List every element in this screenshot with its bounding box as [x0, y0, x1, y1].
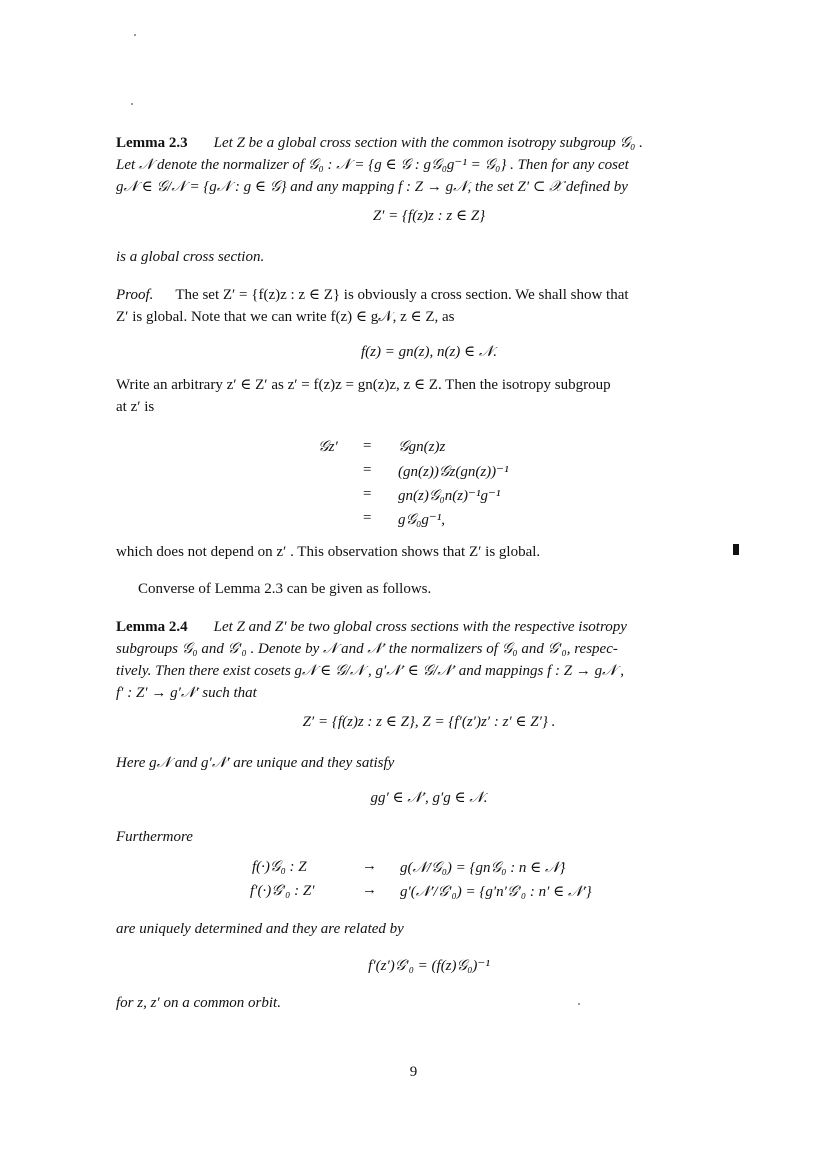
map-row-1-arrow: → — [362, 858, 377, 874]
proof-block — [116, 284, 742, 328]
scan-speck — [578, 1003, 580, 1005]
lemma-2-3-label: Lemma 2.3 — [116, 135, 188, 151]
proof-line-3: Write an arbitrary z′ ∈ Z′ as z′ = f(z)z = gn(z)z, z ∈ Z. Then the isotropy subgroup — [116, 377, 611, 393]
align-rel-3: = — [362, 486, 373, 502]
proof-label: Proof. — [116, 287, 154, 303]
map-row-2-arrow: → — [362, 882, 377, 898]
lemma-2-4-display-1: Z′ = {f(z)z : z ∈ Z}, Z = {f′(z′)z′ : z′ ∈ Z′} . — [302, 714, 556, 730]
proof-line-2: Z′ is global. Note that we can write f(z) ∈ g𝒩, z ∈ Z, as — [116, 309, 455, 325]
lemma-2-3-line-1: Let Z be a global cross section with the common isotropy subgroup 𝒢₀ . — [213, 135, 643, 151]
lemma-2-3-display: Z′ = {f(z)z : z ∈ Z} — [372, 208, 486, 224]
converse-sentence: Converse of Lemma 2.3 can be given as follows. — [138, 581, 432, 597]
scan-speck — [131, 103, 133, 105]
lemma-2-4-here: Here g𝒩 and g′𝒩′ are unique and they satisfy — [116, 755, 395, 771]
map-row-2-rhs: g′(𝒩′/𝒢′₀) = {g′n′𝒢′₀ : n′ ∈ 𝒩′} — [400, 884, 592, 900]
align-rhs-4: g𝒢₀g⁻¹, — [398, 512, 446, 528]
lemma-2-4-line-2: subgroups 𝒢₀ and 𝒢′₀ . Denote by 𝒩 and 𝒩′ the normalizers of 𝒢₀ and 𝒢′₀, respec- — [116, 641, 618, 657]
map-row-2-lhs: f′(·)𝒢′₀ : Z′ — [250, 883, 315, 899]
lemma-2-4-line-1: Let Z and Z′ be two global cross sections with the respective isotropy — [213, 619, 627, 635]
lemma-2-3-line-3: g𝒩 ∈ 𝒢/𝒩 = {g𝒩 : g ∈ 𝒢} and any mapping f : Z → g𝒩, the set Z′ ⊂ 𝒳 defined by — [116, 179, 628, 195]
map-row-1-lhs: f(·)𝒢₀ : Z — [252, 859, 307, 875]
align-rel-2: = — [362, 462, 373, 478]
lemma-2-4 — [116, 616, 742, 704]
lemma-2-4-furthermore: Furthermore — [116, 829, 193, 845]
align-rhs-1: 𝒢gn(z)z — [398, 439, 446, 455]
proof-line-4: at z′ is — [116, 399, 155, 415]
align-rhs-3: gn(z)𝒢₀n(z)⁻¹g⁻¹ — [398, 488, 501, 504]
proof-closing: which does not depend on z′ . This observation shows that Z′ is global. — [116, 544, 541, 560]
align-rhs-2: (gn(z))𝒢z(gn(z))⁻¹ — [398, 464, 509, 480]
scan-speck — [134, 34, 136, 36]
align-rel-4: = — [362, 510, 373, 526]
qed-mark — [733, 544, 739, 555]
page-number: 9 — [409, 1064, 418, 1080]
lemma-2-4-related: are uniquely determined and they are related by — [116, 921, 404, 937]
map-row-1-rhs: g(𝒩/𝒢₀) = {gn𝒢₀ : n ∈ 𝒩} — [400, 860, 566, 876]
lemma-2-4-display-3: f′(z′)𝒢′₀ = (f(z)𝒢₀)⁻¹ — [368, 958, 490, 974]
proof-line-1: The set Z′ = {f(z)z : z ∈ Z} is obviously a cross section. We shall show that — [175, 287, 629, 303]
align-rel-1: = — [362, 438, 373, 454]
lemma-2-4-display-2: gg′ ∈ 𝒩′, g′g ∈ 𝒩. — [370, 790, 488, 806]
proof-display: f(z) = gn(z), n(z) ∈ 𝒩. — [361, 344, 497, 360]
lemma-2-3 — [116, 132, 742, 198]
lemma-2-3-line-2: Let 𝒩 denote the normalizer of 𝒢₀ : 𝒩 = {g ∈ 𝒢 : g𝒢₀g⁻¹ = 𝒢₀} . Then for any coset — [116, 157, 629, 173]
lemma-2-3-after: is a global cross section. — [116, 249, 265, 265]
proof-block-2 — [116, 374, 742, 418]
lemma-2-4-label: Lemma 2.4 — [116, 619, 188, 635]
align-lhs: 𝒢z′ — [318, 439, 338, 455]
lemma-2-4-final: for z, z′ on a common orbit. — [116, 995, 281, 1011]
lemma-2-4-line-4: f′ : Z′ → g′𝒩′ such that — [116, 685, 257, 701]
lemma-2-4-line-3: tively. Then there exist cosets g𝒩 ∈ 𝒢/𝒩 , g′𝒩′ ∈ 𝒢/𝒩′ and mappings f : Z → g𝒩 , — [116, 663, 624, 679]
